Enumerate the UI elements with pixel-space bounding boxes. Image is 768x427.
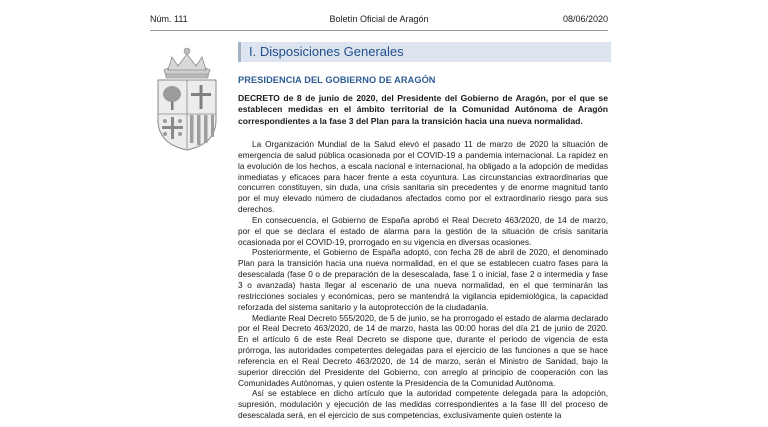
publication-date: 08/06/2020	[562, 14, 608, 24]
paragraph: En consecuencia, el Gobierno de España aprobó el Real Decreto 463/2020, de 14 de marzo, por el que se declara el estado de alarma para la gestión de la situación de crisis sanitaria ocasionada por el COVID-19, prorrogado en su vigencia en diversas ocasiones.	[238, 214, 608, 247]
page-header	[150, 12, 608, 28]
issue-number: Núm. 111	[150, 14, 188, 24]
paragraph: Así se establece en dicho artículo que la autoridad competente delegada para la adopción, supresión, modulación y ejecución de las medidas correspondientes a la fase III del proceso de desescalada será, en el ejercicio de sus competencias, exclusivamente quien ostente la	[238, 388, 608, 421]
publication-name: Boletín Oficial de Aragón	[329, 14, 429, 24]
decree-title: DECRETO de 8 de junio de 2020, del Presidente del Gobierno de Aragón, por el que se establecen medidas en el ámbito territorial de la Comunidad Autónoma de Aragón correspondientes a la fase 3 del Plan para la transición hacia una nueva normalidad.	[238, 93, 608, 126]
section-title: I. Disposiciones Generales	[249, 44, 404, 59]
decree-body	[238, 139, 608, 421]
paragraph: Mediante Real Decreto 555/2020, de 5 de junio, se ha prorrogado el estado de alarma declarado por el Real Decreto 463/2020, de 14 de marzo, hasta las 00:00 horas del día 21 de junio de 2020. En el artículo 6 de este Real Decreto se dispone que, durante el periodo de vigencia de esta prórroga, las autoridades competentes delegadas para el ejercicio de las funciones a que se hace referencia en el Real Decreto 463/2020, de 14 de marzo, serán el Ministro de Sanidad, bajo la superior dirección del Presidente del Gobierno, con arreglo al principio de cooperación con las Comunidades Autónomas, y quien ostente la Presidencia de la Comunidad Autónoma.	[238, 312, 608, 388]
paragraph: La Organización Mundial de la Salud elevó el pasado 11 de marzo de 2020 la situación de emergencia de salud pública ocasionada por el COVID-19 a pandemia internacional. La rapidez en la evolución de los hechos, a escala nacional e internacional, ha obligado a la adopción de medidas inmediatas y eficaces para hacer frente a esta coyuntura. Las circunstancias extraordinarias que concurren constituyen, sin duda, una crisis sanitaria sin precedentes y de enorme magnitud tanto por el muy elevado número de ciudadanos afectados como por el extraordinario riesgo para sus derechos.	[238, 139, 608, 215]
header-divider	[150, 30, 608, 31]
department-heading: PRESIDENCIA DEL GOBIERNO DE ARAGÓN	[238, 75, 436, 85]
section-banner	[238, 42, 611, 62]
aragon-coat-of-arms-icon	[152, 44, 222, 152]
paragraph: Posteriormente, el Gobierno de España adoptó, con fecha 28 de abril de 2020, el denominado Plan para la transición hacia una nueva normalidad, en el que se establecen cuatro fases para la desescalada (fase 0 o de preparación de la desescalada, fase 1 o inicial, fase 2 o intermedia y fase 3 o avanzada) hasta llegar al escenario de una nueva normalidad, en el que terminarán las restricciones sociales y económicas, pero se mantendrá la vigilancia epidemiológica, la capacidad reforzada del sistema sanitario y la autoprotección de la ciudadanía.	[238, 247, 608, 312]
